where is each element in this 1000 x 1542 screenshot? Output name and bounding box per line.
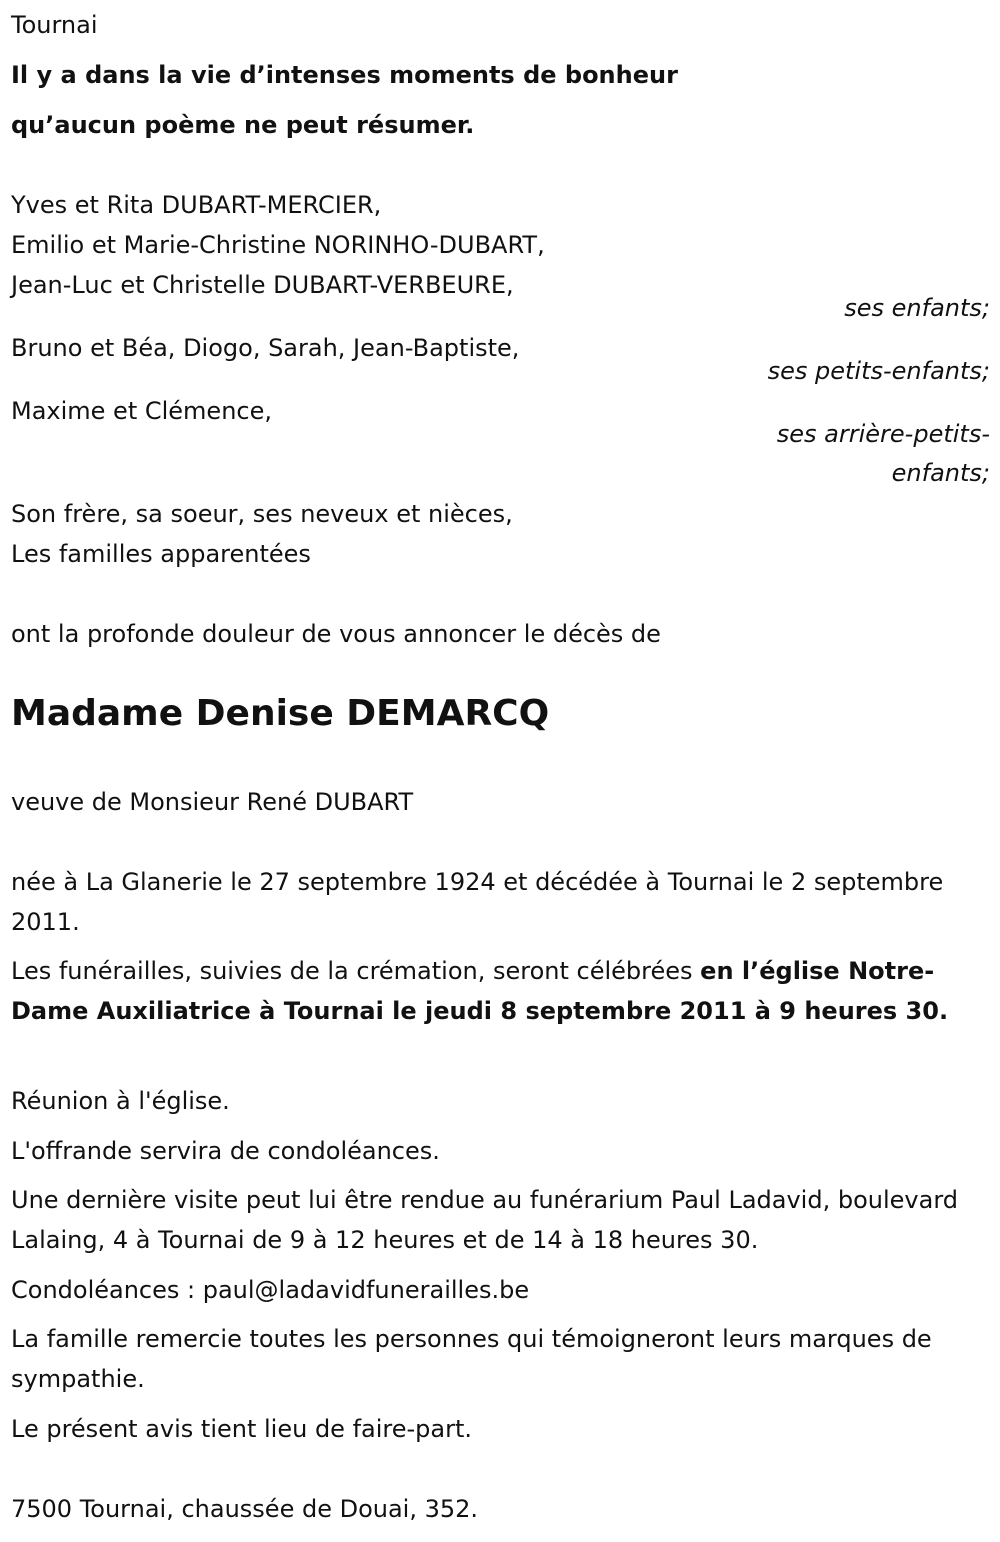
child-name-2: Emilio et Marie-Christine NORINHO-DUBART, [11, 231, 545, 259]
children-label: ses enfants; [844, 294, 990, 322]
city-heading: Tournai [11, 11, 98, 39]
thanks-text: La famille remercie toutes les personnes qui témoigneront leurs marques de sympathie. [11, 1325, 932, 1393]
offering-info: L'offrande servira de condoléances. [11, 1137, 440, 1165]
great-grandchildren-names: Maxime et Clémence, [11, 397, 272, 425]
quote-line-1: Il y a dans la vie d’intenses moments de bonheur [11, 61, 678, 89]
meeting-info: Réunion à l'église. [11, 1087, 230, 1115]
condolences-line [11, 1270, 529, 1310]
grandchildren-label: ses petits-enfants; [767, 357, 990, 385]
deceased-name: Madame Denise DEMARCQ [11, 693, 550, 734]
relatives-line-2: Les familles apparentées [11, 540, 311, 568]
funeral-details: en l’église Notre-Dame Auxiliatrice à Tournai le jeudi 8 septembre 2011 à 9 heures 30. [11, 957, 949, 1025]
grandchildren-names: Bruno et Béa, Diogo, Sarah, Jean-Baptiste, [11, 334, 520, 362]
funeral-intro: Les funérailles, suivies de la crémation, seront célébrées [11, 957, 701, 985]
birth-death-info: née à La Glanerie le 27 septembre 1924 et décédée à Tournai le 2 septembre 2011. [11, 868, 944, 936]
child-name-3: Jean-Luc et Christelle DUBART-VERBEURE, [11, 271, 514, 299]
funeral-info [11, 951, 971, 1031]
condolences-label: Condoléances : [11, 1276, 203, 1304]
great-grandchildren-label-1: ses arrière-petits- [776, 420, 990, 448]
address-text: 7500 Tournai, chaussée de Douai, 352. [11, 1495, 479, 1523]
notice-text: Le présent avis tient lieu de faire-part. [11, 1415, 473, 1443]
relatives-line-1: Son frère, sa soeur, ses neveux et nièces, [11, 500, 513, 528]
widow-of: veuve de Monsieur René DUBART [11, 788, 414, 816]
child-name-1: Yves et Rita DUBART-MERCIER, [11, 191, 382, 219]
condolences-email[interactable]: paul@ladavidfunerailles.be [202, 1276, 530, 1304]
quote-line-2: qu’aucun poème ne peut résumer. [11, 111, 475, 139]
visit-info: Une dernière visite peut lui être rendue au funérarium Paul Ladavid, boulevard Lalaing, 4 à Tournai de 9 à 12 heures et de 14 à 18 heures 30. [11, 1186, 958, 1254]
great-grandchildren-label-2: enfants; [891, 459, 990, 487]
announcement-text: ont la profonde douleur de vous annoncer le décès de [11, 620, 661, 648]
